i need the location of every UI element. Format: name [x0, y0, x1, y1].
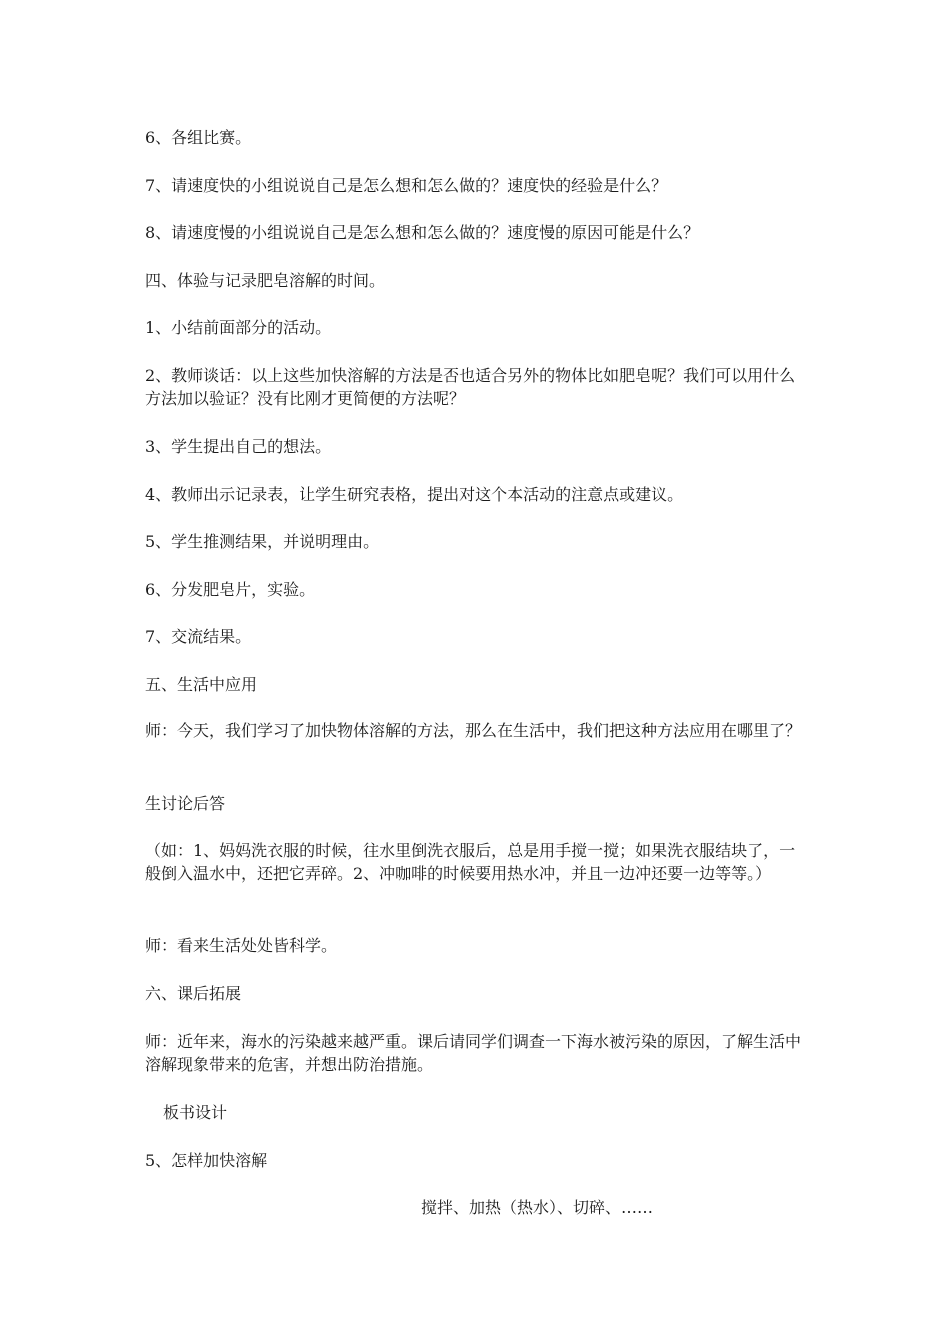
- section-heading-5: 五、生活中应用: [145, 675, 258, 694]
- paragraph-step-8-slow-group: 8、请速度慢的小组说说自己是怎么想和怎么做的？速度慢的原因可能是什么？: [145, 223, 700, 242]
- paragraph-step-2-teacher-talk: 2、教师谈话：以上这些加快溶解的方法是否也适合另外的物体比如肥皂呢？我们可以用什么方法加以验证？没有比刚才更简便的方法呢？: [145, 366, 796, 408]
- paragraph-students-answer: 生讨论后答: [145, 794, 226, 813]
- paragraph-teacher-science: 师：看来生活处处皆科学。: [145, 936, 338, 955]
- board-design-title: 5、怎样加快溶解: [145, 1151, 268, 1170]
- section-heading-6: 六、课后拓展: [145, 984, 242, 1003]
- section-heading-4: 四、体验与记录肥皂溶解的时间。: [145, 271, 386, 290]
- paragraph-step-6-competition: 6、各组比赛。: [145, 128, 252, 147]
- paragraph-step-6-experiment: 6、分发肥皂片，实验。: [145, 580, 316, 599]
- paragraph-step-3-students-ideas: 3、学生提出自己的想法。: [145, 437, 332, 456]
- paragraph-teacher-homework: 师：近年来，海水的污染越来越严重。课后请同学们调查一下海水被污染的原因，了解生活中溶解现象带来的危害，并想出防治措施。: [145, 1032, 802, 1074]
- paragraph-step-5-predict: 5、学生推测结果，并说明理由。: [145, 532, 380, 551]
- paragraph-step-7-fast-group: 7、请速度快的小组说说自己是怎么想和怎么做的？速度快的经验是什么？: [145, 176, 668, 195]
- paragraph-examples: （如：1、妈妈洗衣服的时候，往水里倒洗衣服后，总是用手搅一搅；如果洗衣服结块了，一般倒入温水中，还把它弄碎。2、冲咖啡的时候要用热水冲，并且一边冲还要一边等等。）: [145, 841, 796, 883]
- board-design-methods: 搅拌、加热（热水）、切碎、……: [421, 1198, 654, 1217]
- paragraph-step-7-results: 7、交流结果。: [145, 627, 252, 646]
- paragraph-step-1-summary: 1、小结前面部分的活动。: [145, 318, 332, 337]
- paragraph-teacher-question: 师：今天，我们学习了加快物体溶解的方法，那么在生活中，我们把这种方法应用在哪里了？: [145, 721, 802, 740]
- board-design-heading: 板书设计: [163, 1103, 228, 1122]
- paragraph-step-4-record-table: 4、教师出示记录表，让学生研究表格，提出对这个本活动的注意点或建议。: [145, 485, 684, 504]
